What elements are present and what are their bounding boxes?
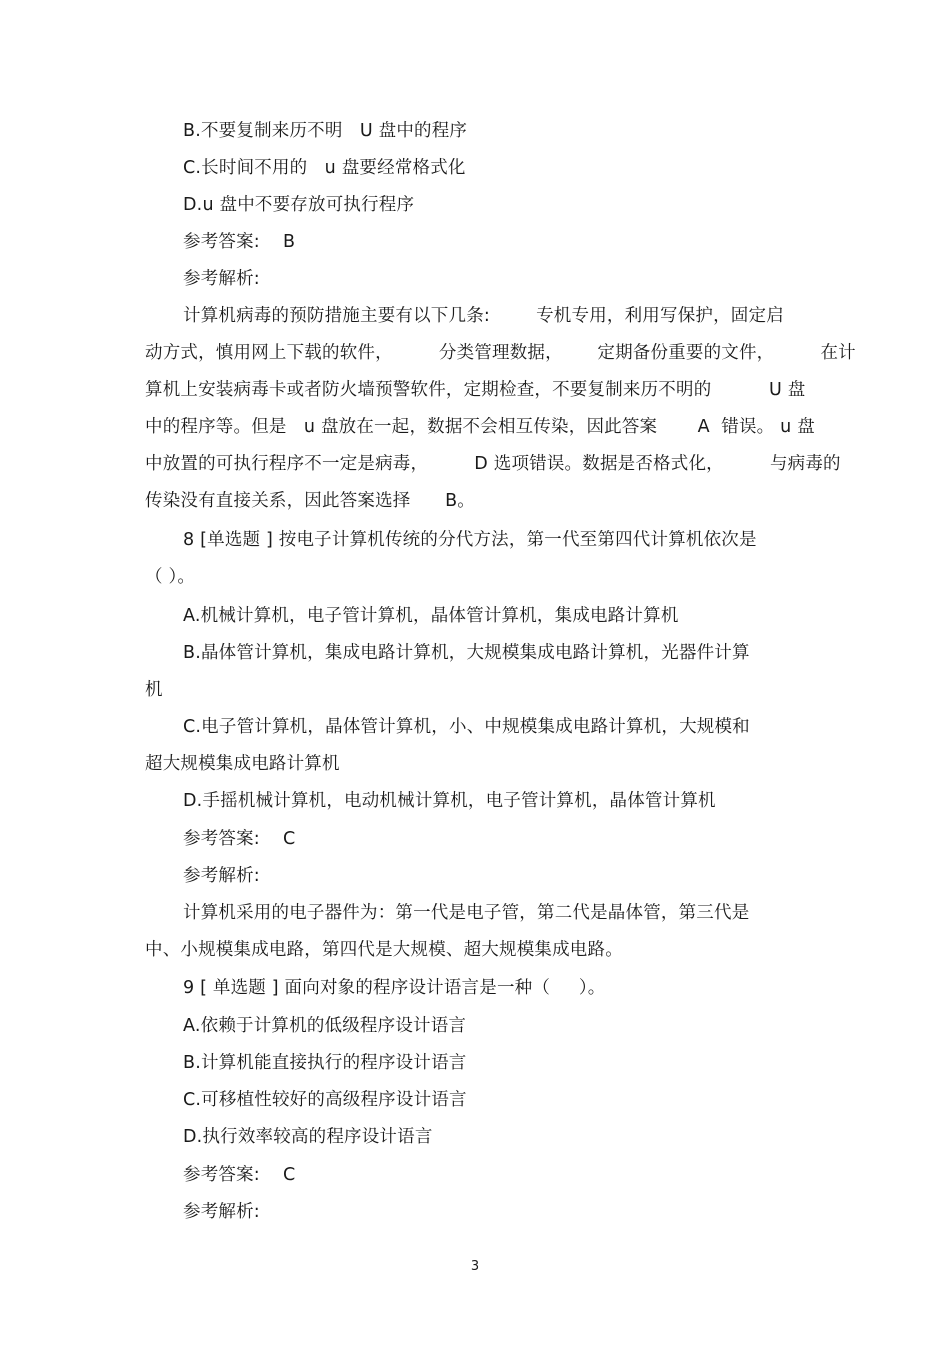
option-c-line: C.长时间不用的 u 盘要经常格式化 — [183, 158, 466, 178]
analysis-text-line: 计算机病毒的预防措施主要有以下几条: 专机专用，利用写保护，固定启 — [183, 306, 784, 326]
question-8-stem-cont: （ ）。 — [145, 567, 196, 587]
option-c-line-cont: 超大规模集成电路计算机 — [145, 754, 340, 774]
option-a-line: A.机械计算机，电子管计算机，晶体管计算机，集成电路计算机 — [183, 606, 679, 626]
option-d-line: D.手摇机械计算机，电动机械计算机，电子管计算机，晶体管计算机 — [183, 791, 716, 811]
option-c-line: C.电子管计算机，晶体管计算机，小、中规模集成电路计算机，大规模和 — [183, 717, 750, 737]
analysis-text-line: 中、小规模集成电路，第四代是大规模、超大规模集成电路。 — [145, 940, 623, 960]
analysis-label: 参考解析: — [183, 1202, 260, 1222]
option-b-line: B.晶体管计算机，集成电路计算机，大规模集成电路计算机，光器件计算 — [183, 643, 750, 663]
answer-line: 参考答案: C — [183, 1165, 296, 1185]
answer-line: 参考答案: B — [183, 232, 296, 252]
analysis-text-line: 传染没有直接关系，因此答案选择 B。 — [145, 491, 475, 511]
analysis-text-line: 计算机采用的电子器件为：第一代是电子管，第二代是晶体管，第三代是 — [183, 903, 750, 923]
option-a-line: A.依赖于计算机的低级程序设计语言 — [183, 1016, 467, 1036]
analysis-text-line: 动方式，慎用网上下载的软件， 分类管理数据， 定期备份重要的文件， 在计 — [145, 343, 856, 363]
page-number: 3 — [470, 1259, 480, 1274]
option-b-line: B.不要复制来历不明 U 盘中的程序 — [183, 121, 468, 141]
analysis-label: 参考解析: — [183, 866, 260, 886]
option-d-line: D.执行效率较高的程序设计语言 — [183, 1127, 433, 1147]
option-b-line-cont: 机 — [145, 680, 163, 700]
option-c-line: C.可移植性较好的高级程序设计语言 — [183, 1090, 467, 1110]
analysis-text-line: 算机上安装病毒卡或者防火墙预警软件，定期检查，不要复制来历不明的 U 盘 — [145, 380, 806, 400]
question-8-stem: 8 [单选题 ] 按电子计算机传统的分代方法，第一代至第四代计算机依次是 — [183, 530, 757, 550]
option-b-line: B.计算机能直接执行的程序设计语言 — [183, 1053, 467, 1073]
analysis-text-line: 中的程序等。但是 u 盘放在一起，数据不会相互传染，因此答案 A 错误。 u 盘 — [145, 417, 815, 437]
analysis-label: 参考解析: — [183, 269, 260, 289]
question-9-stem: 9 [ 单选题 ] 面向对象的程序设计语言是一种（ ）。 — [183, 978, 606, 998]
option-d-line: D.u 盘中不要存放可执行程序 — [183, 195, 415, 215]
analysis-text-line: 中放置的可执行程序不一定是病毒， D 选项错误。数据是否格式化， 与病毒的 — [145, 454, 841, 474]
answer-line: 参考答案: C — [183, 829, 296, 849]
